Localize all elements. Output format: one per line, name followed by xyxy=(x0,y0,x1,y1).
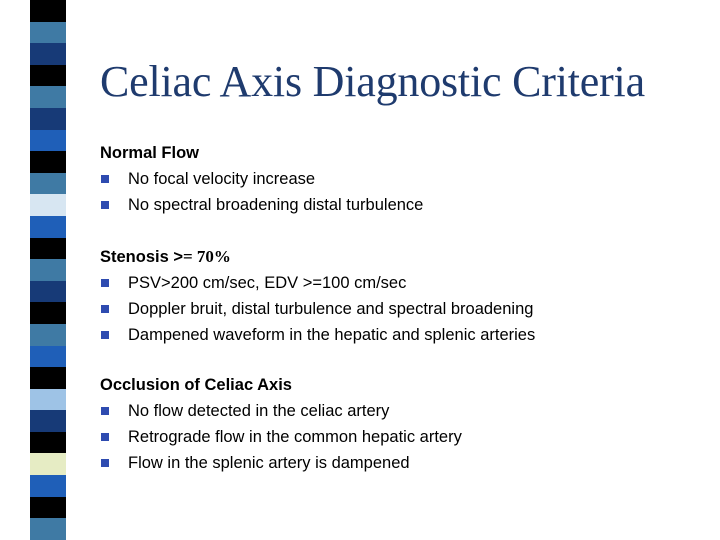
list-item xyxy=(100,398,462,424)
stripe-segment xyxy=(30,0,66,22)
square-bullet-icon xyxy=(101,305,109,313)
square-bullet-icon xyxy=(101,459,109,467)
stripe-segment xyxy=(30,346,66,368)
list-item-text: PSV>200 cm/sec, EDV >=100 cm/sec xyxy=(128,274,407,292)
stripe-segment xyxy=(30,518,66,540)
list-item-text: Dampened waveform in the hepatic and splenic arteries xyxy=(128,326,536,344)
list-item-text: No spectral broadening distal turbulence xyxy=(128,196,424,214)
stripe-segment xyxy=(30,65,66,87)
stripe-segment xyxy=(30,281,66,303)
stripe-segment xyxy=(30,130,66,152)
square-bullet-icon xyxy=(101,433,109,441)
section-heading xyxy=(100,244,535,270)
stripe-segment xyxy=(30,86,66,108)
stripe-segment xyxy=(30,22,66,44)
stripe-segment xyxy=(30,389,66,411)
square-bullet-icon xyxy=(101,175,109,183)
slide-title: Celiac Axis Diagnostic Criteria xyxy=(100,57,645,106)
stripe-segment xyxy=(30,43,66,65)
decorative-color-stripe xyxy=(30,0,66,540)
section-heading: Occlusion of Celiac Axis xyxy=(100,376,292,394)
stripe-segment xyxy=(30,216,66,238)
stripe-segment xyxy=(30,259,66,281)
square-bullet-icon xyxy=(101,201,109,209)
section-normal-flow xyxy=(100,140,423,218)
heading-suffix: = 70% xyxy=(183,247,231,266)
list-item-text: No flow detected in the celiac artery xyxy=(128,402,390,420)
section-stenosis xyxy=(100,244,535,348)
square-bullet-icon xyxy=(101,407,109,415)
section-occlusion xyxy=(100,372,462,476)
list-item-text: Doppler bruit, distal turbulence and spectral broadening xyxy=(128,300,534,318)
list-item xyxy=(100,322,535,348)
list-item xyxy=(100,296,535,322)
stripe-segment xyxy=(30,238,66,260)
square-bullet-icon xyxy=(101,331,109,339)
stripe-segment xyxy=(30,410,66,432)
stripe-segment xyxy=(30,475,66,497)
stripe-segment xyxy=(30,108,66,130)
square-bullet-icon xyxy=(101,279,109,287)
stripe-segment xyxy=(30,453,66,475)
heading-prefix: Stenosis > xyxy=(100,248,183,266)
stripe-segment xyxy=(30,497,66,519)
section-heading: Normal Flow xyxy=(100,144,200,162)
list-item-text: Retrograde flow in the common hepatic artery xyxy=(128,428,462,446)
list-item xyxy=(100,424,462,450)
list-item-text: Flow in the splenic artery is dampened xyxy=(128,454,410,472)
list-item xyxy=(100,270,535,296)
list-item xyxy=(100,166,423,192)
stripe-segment xyxy=(30,367,66,389)
stripe-segment xyxy=(30,324,66,346)
list-item-text: No focal velocity increase xyxy=(128,170,316,188)
stripe-segment xyxy=(30,151,66,173)
stripe-segment xyxy=(30,173,66,195)
stripe-segment xyxy=(30,302,66,324)
list-item xyxy=(100,192,423,218)
stripe-segment xyxy=(30,194,66,216)
list-item xyxy=(100,450,462,476)
stripe-segment xyxy=(30,432,66,454)
